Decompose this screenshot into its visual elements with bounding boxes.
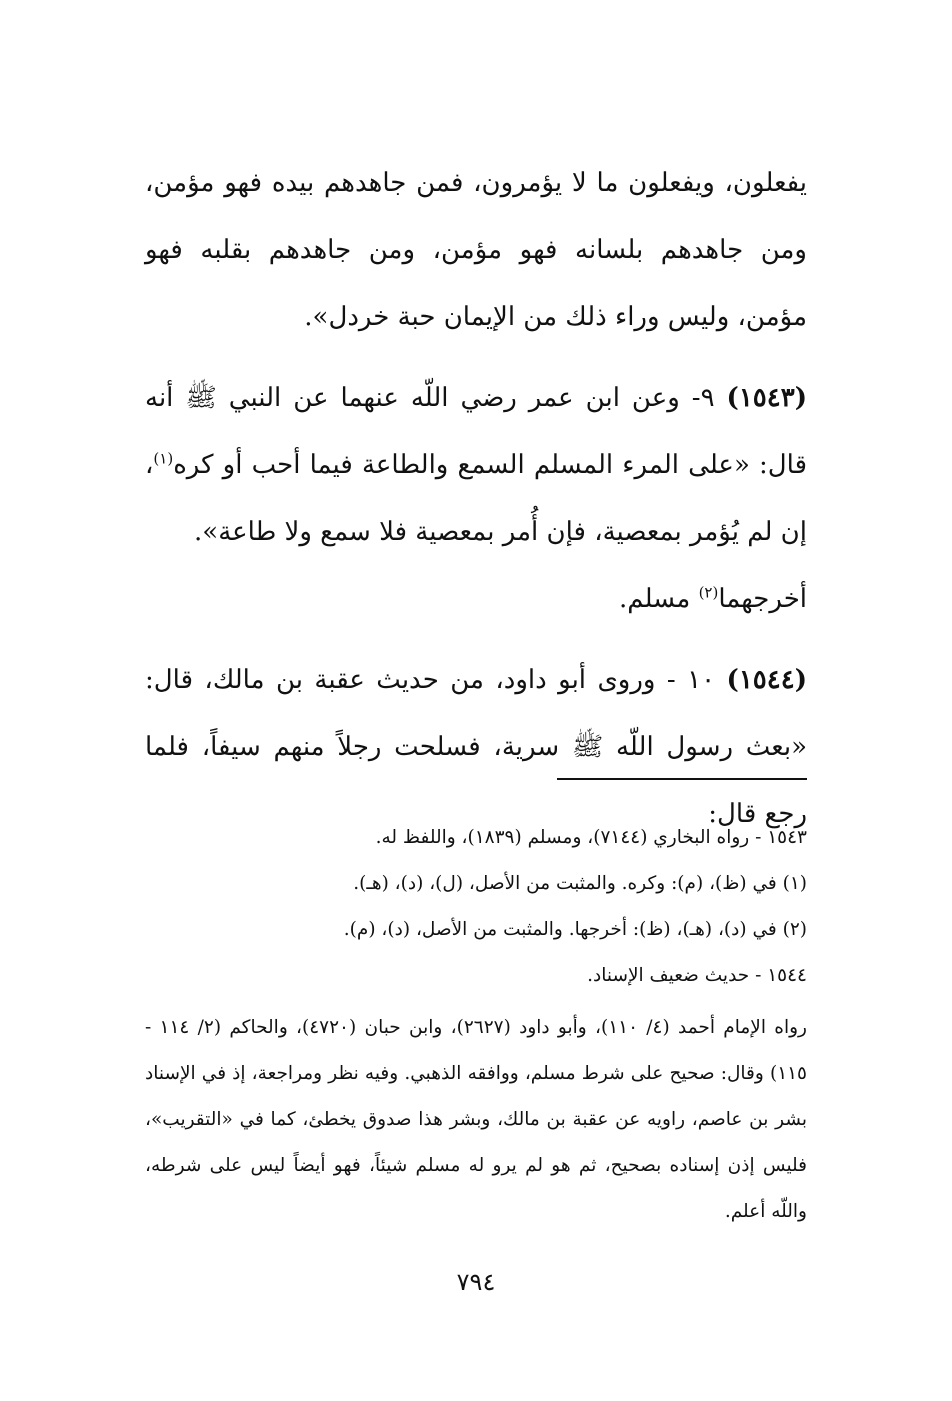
- footnote-1: (١) في (ظ)، (م): وكره. والمثبت من الأصل، (ل)، (د)، (هـ).: [353, 873, 807, 894]
- footnotes: [145, 815, 807, 1235]
- footnote-1544-detail: رواه الإمام أحمد (٤/ ١١٠)، وأبو داود (٢٦٢٧)، وابن حبان (٤٧٢٠)، والحاكم (٢/ ١١٤ - ١١٥) وقال: صحيح على شرط مسلم، ووافقه الذهبي. وفيه نظر ومراجعة، إذ في الإسناد بشر بن عاصم، راويه عن عقبة بن مالك، وبشر هذا صدوق يخطئ، كما في «التقريب»، فليس إذن إسناده بصحيح، ثم هو لم يرو له مسلم شيئاً، فهو أيضاً ليس على شرطه، واللّه أعلم.: [145, 1017, 807, 1222]
- takhrij-text-a: أخرجهما: [718, 584, 807, 614]
- footnote-2: (٢) في (د)، (هـ)، (ظ): أخرجها. والمثبت من الأصل، (د)، (م).: [343, 919, 807, 940]
- hadith-1543-text-a: ٩- وعن ابن عمر رضي اللّه عنهما عن النبي ﷺ أنه قال: «على المرء المسلم السمع والطاعة فيما أحب أو كره: [145, 383, 807, 480]
- hadith-1543: [145, 365, 807, 566]
- footnote-ref-1: (١): [153, 449, 174, 468]
- page-number: ٧٩٤: [456, 1268, 496, 1296]
- hadith-1543-text-b: ، إن لم يُؤمر بمعصية، فإن أُمر بمعصية فلا سمع ولا طاعة».: [145, 450, 807, 547]
- hadith-1544-text: ١٠ - وروى أبو داود، من حديث عقبة بن مالك، قال: «بعث رسول اللّه ﷺ سرية، فسلحت رجلاً منهم سيفاً، فلما رجع قال:: [145, 665, 807, 829]
- footnote-1543: ١٥٤٣ - رواه البخاري (٧١٤٤)، ومسلم (١٨٣٩)، واللفظ له.: [375, 827, 807, 848]
- takhrij-text-b: مسلم.: [619, 584, 699, 614]
- hadith-number-1544: (١٥٤٤): [726, 665, 807, 695]
- footnote-divider: [557, 778, 807, 780]
- takhrij-line: [145, 566, 807, 633]
- hadith-number-1543: (١٥٤٣): [726, 383, 808, 413]
- paragraph-continuation: يفعلون، ويفعلون ما لا يؤمرون، فمن جاهدهم بيده فهو مؤمن، ومن جاهدهم بلسانه فهو مؤمن، ومن جاهدهم بقلبه فهو مؤمن، وليس وراء ذلك من الإيمان حبة خردل».: [145, 168, 807, 332]
- footnote-ref-2: (٢): [698, 583, 719, 602]
- main-text: [145, 150, 807, 848]
- footnote-1544: ١٥٤٤ - حديث ضعيف الإسناد.: [587, 965, 807, 986]
